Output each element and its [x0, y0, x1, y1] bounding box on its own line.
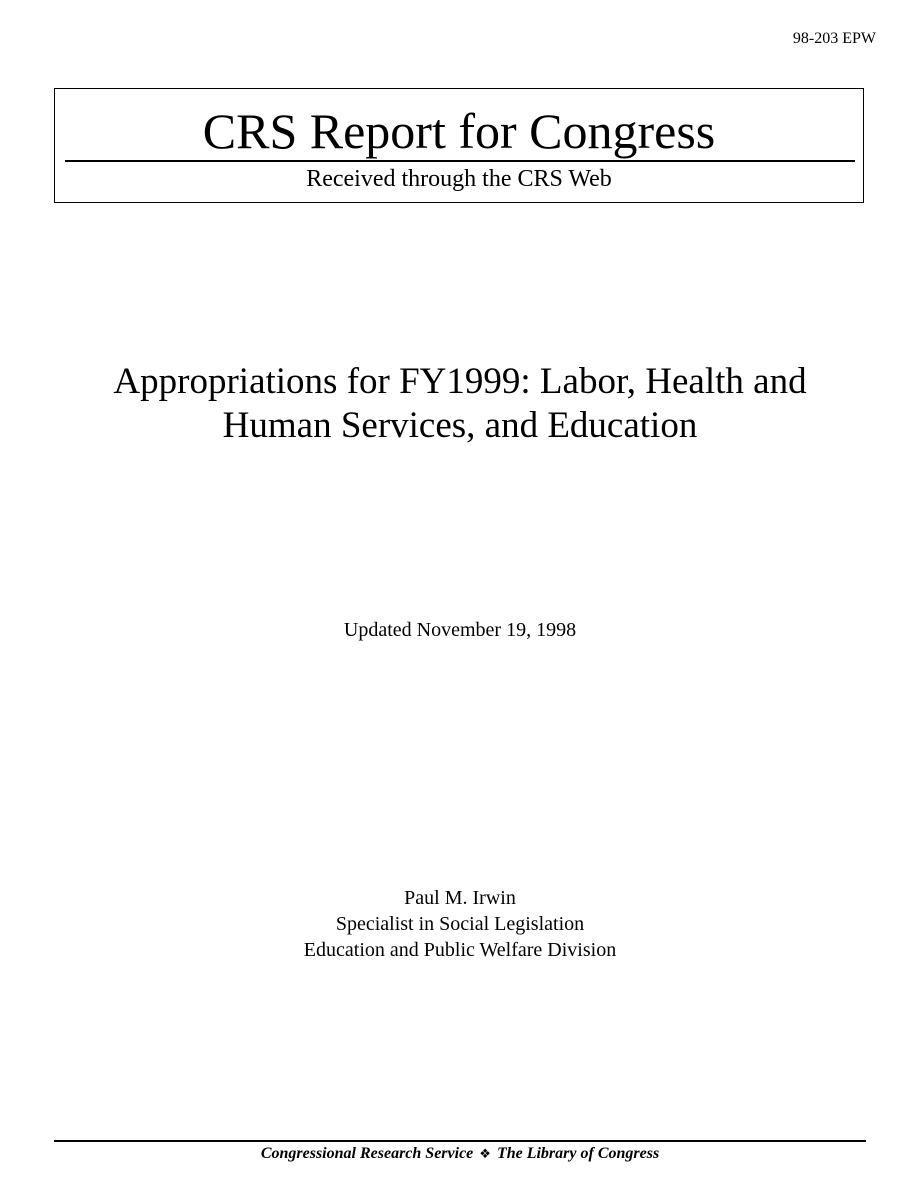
report-number: 98-203 EPW	[792, 30, 876, 47]
footer	[0, 1144, 920, 1165]
footer-crs-label: Congressional Research Service	[260, 1145, 474, 1162]
header-title: CRS Report for Congress	[202, 103, 716, 159]
document-title-line-2: Human Services, and Education	[222, 405, 698, 446]
author-division: Education and Public Welfare Division	[303, 939, 617, 961]
document-title-line-1: Appropriations for FY1999: Labor, Health and	[113, 361, 807, 402]
header-subtitle: Received through the CRS Web	[306, 166, 612, 192]
footer-loc-label: The Library of Congress	[496, 1145, 660, 1162]
crs-header-box	[54, 88, 864, 203]
author-block	[0, 885, 920, 963]
document-title	[40, 360, 880, 448]
author-position: Specialist in Social Legislation	[335, 913, 585, 935]
header-divider	[65, 160, 855, 162]
footer-divider	[54, 1140, 866, 1142]
updated-date: Updated November 19, 1998	[343, 619, 577, 641]
diamond-separator-icon: ❖	[479, 1147, 491, 1162]
author-name: Paul M. Irwin	[404, 887, 516, 909]
